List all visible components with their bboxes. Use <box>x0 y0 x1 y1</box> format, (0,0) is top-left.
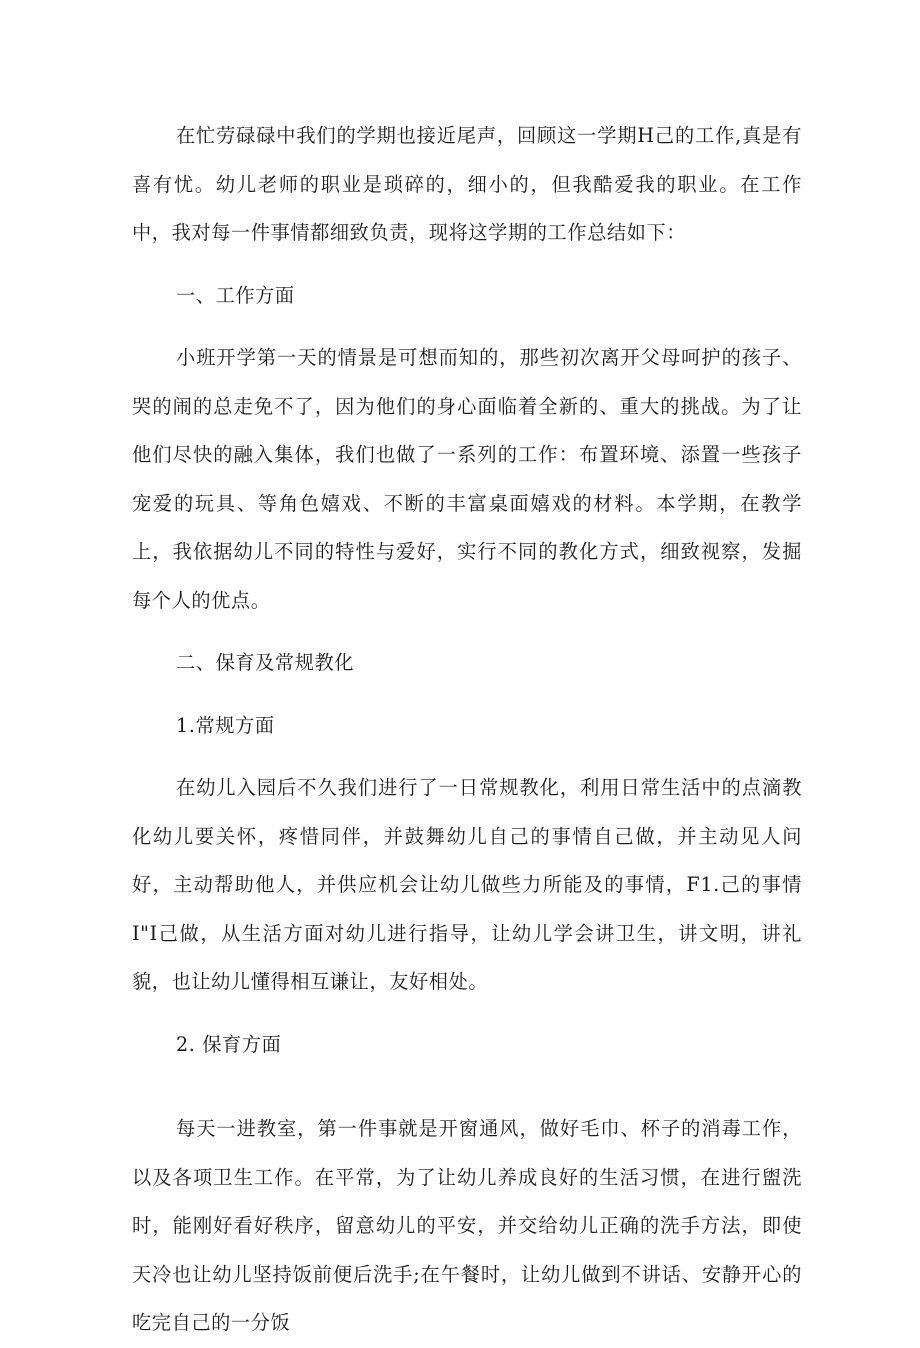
spacer <box>132 688 802 702</box>
care-paragraph: 每天一进教室，第一件事就是开窗通风，做好毛巾、杯子的消毒工作，以及各项卫生工作。在平常，为了让幼儿养成良好的生活习惯，在进行盥洗时，能刚好看好秩序，留意幼儿的平安，并交给幼儿正确的洗手方法，即使天冷也让幼儿坚持饭前便后洗手;在午餐时，让幼儿做到不讲话、安静开心的吃完自己的一分饭 <box>132 1117 802 1334</box>
routine-paragraph: 在幼儿入园后不久我们进行了一日常规教化，利用日常生活中的点滴教化幼儿要关怀，疼惜同伴，并鼓舞幼儿自己的事情自己做，并主动见人问好，主动帮助他人，并供应机会让幼儿做些力所能及的事情，F1.己的事情I"I己做，从生活方面对幼儿进行指导，让幼儿学会讲卫生，讲文明，讲礼貌，也让幼儿懂得相互谦让，友好相处。 <box>132 776 802 993</box>
subheading-care: 2. 保育方面 <box>176 1032 282 1056</box>
work-paragraph: 小班开学第一天的情景是可想而知的，那些初次离开父母呵护的孩子、哭的闹的总走免不了，因为他们的身心面临着全新的、重大的挑战。为了让他们尽快的融入集体，我们也做了一系列的工作：布置环境、添置一些孩子宠爱的玩具、等角色嬉戏、不断的丰富桌面嬉戏的材料。本学期，在教学上，我依据幼儿不同的特性与爱好，实行不同的教化方式，细致视察，发掘每个人的优点。 <box>132 346 802 612</box>
spacer <box>132 750 802 764</box>
spacer <box>132 1069 802 1105</box>
spacer <box>132 625 802 639</box>
section-heading-care: 二、保育及常规教化 <box>176 651 355 674</box>
document-body <box>132 112 802 1348</box>
subheading-routine: 1.常规方面 <box>176 713 275 737</box>
spacer <box>132 1007 802 1021</box>
intro-paragraph: 在忙劳碌碌中我们的学期也接近尾声，回顾这一学期H己的工作,真是有喜有忧。幼儿老师的职业是琐碎的，细小的，但我酷爱我的职业。在工作中，我对每一件事情都细致负责，现将这学期的工作总结如下： <box>132 124 802 244</box>
spacer <box>132 320 802 334</box>
section-heading-work: 一、工作方面 <box>176 283 295 307</box>
spacer <box>132 258 802 272</box>
